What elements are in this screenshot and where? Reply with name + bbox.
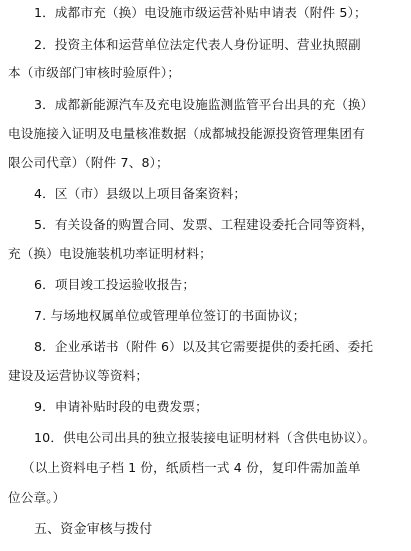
item-6-line-1: 6．项目竣工投运验收报告； [34,277,196,292]
note-line-1: （以上资料电子档 1 份，纸质档一式 4 份，复印件需加盖单 [22,460,361,475]
item-3-line-3: 限公司代章）（附件 7、8）； [8,155,169,170]
item-4-line-1: 4．区（市）县级以上项目备案资料； [34,186,247,201]
item-2-line-2: 本（市级部门审核时验原件）； [8,65,181,80]
item-3-line-2: 电设施接入证明及电量核准数据（成都城投能源投资管理集团有 [8,126,365,141]
item-5-line-1: 5．有关设备的购置合同、发票、工程建设委托合同等资料， [34,217,374,232]
item-2-line-1: 2．投资主体和运营单位法定代表人身份证明、营业执照副 [34,37,361,52]
item-1-line-1: 1．成都市充（换）电设施市级运营补贴申请表（附件 5）； [34,5,367,20]
section-heading: 五、资金审核与拨付 [34,522,153,537]
item-8-line-2: 建设及运营协议等资料； [8,368,149,383]
item-8-line-1: 8．企业承诺书（附件 6）以及其它需要提供的委托函、委托 [34,339,374,354]
item-9-line-1: 9．申请补贴时段的电费发票； [34,399,208,414]
item-10-line-1: 10．供电公司出具的独立报装接电证明材料（含供电协议）。 [34,430,376,445]
item-7-line-1: 7. 与场地权属单位或管理单位签订的书面协议； [34,308,306,323]
note-line-2: 位公章。） [8,490,66,505]
item-5-line-2: 充（换）电设施装机功率证明材料； [8,246,212,261]
item-3-line-1: 3．成都新能源汽车及充电设施监测监管平台出具的充（换） [34,97,374,112]
